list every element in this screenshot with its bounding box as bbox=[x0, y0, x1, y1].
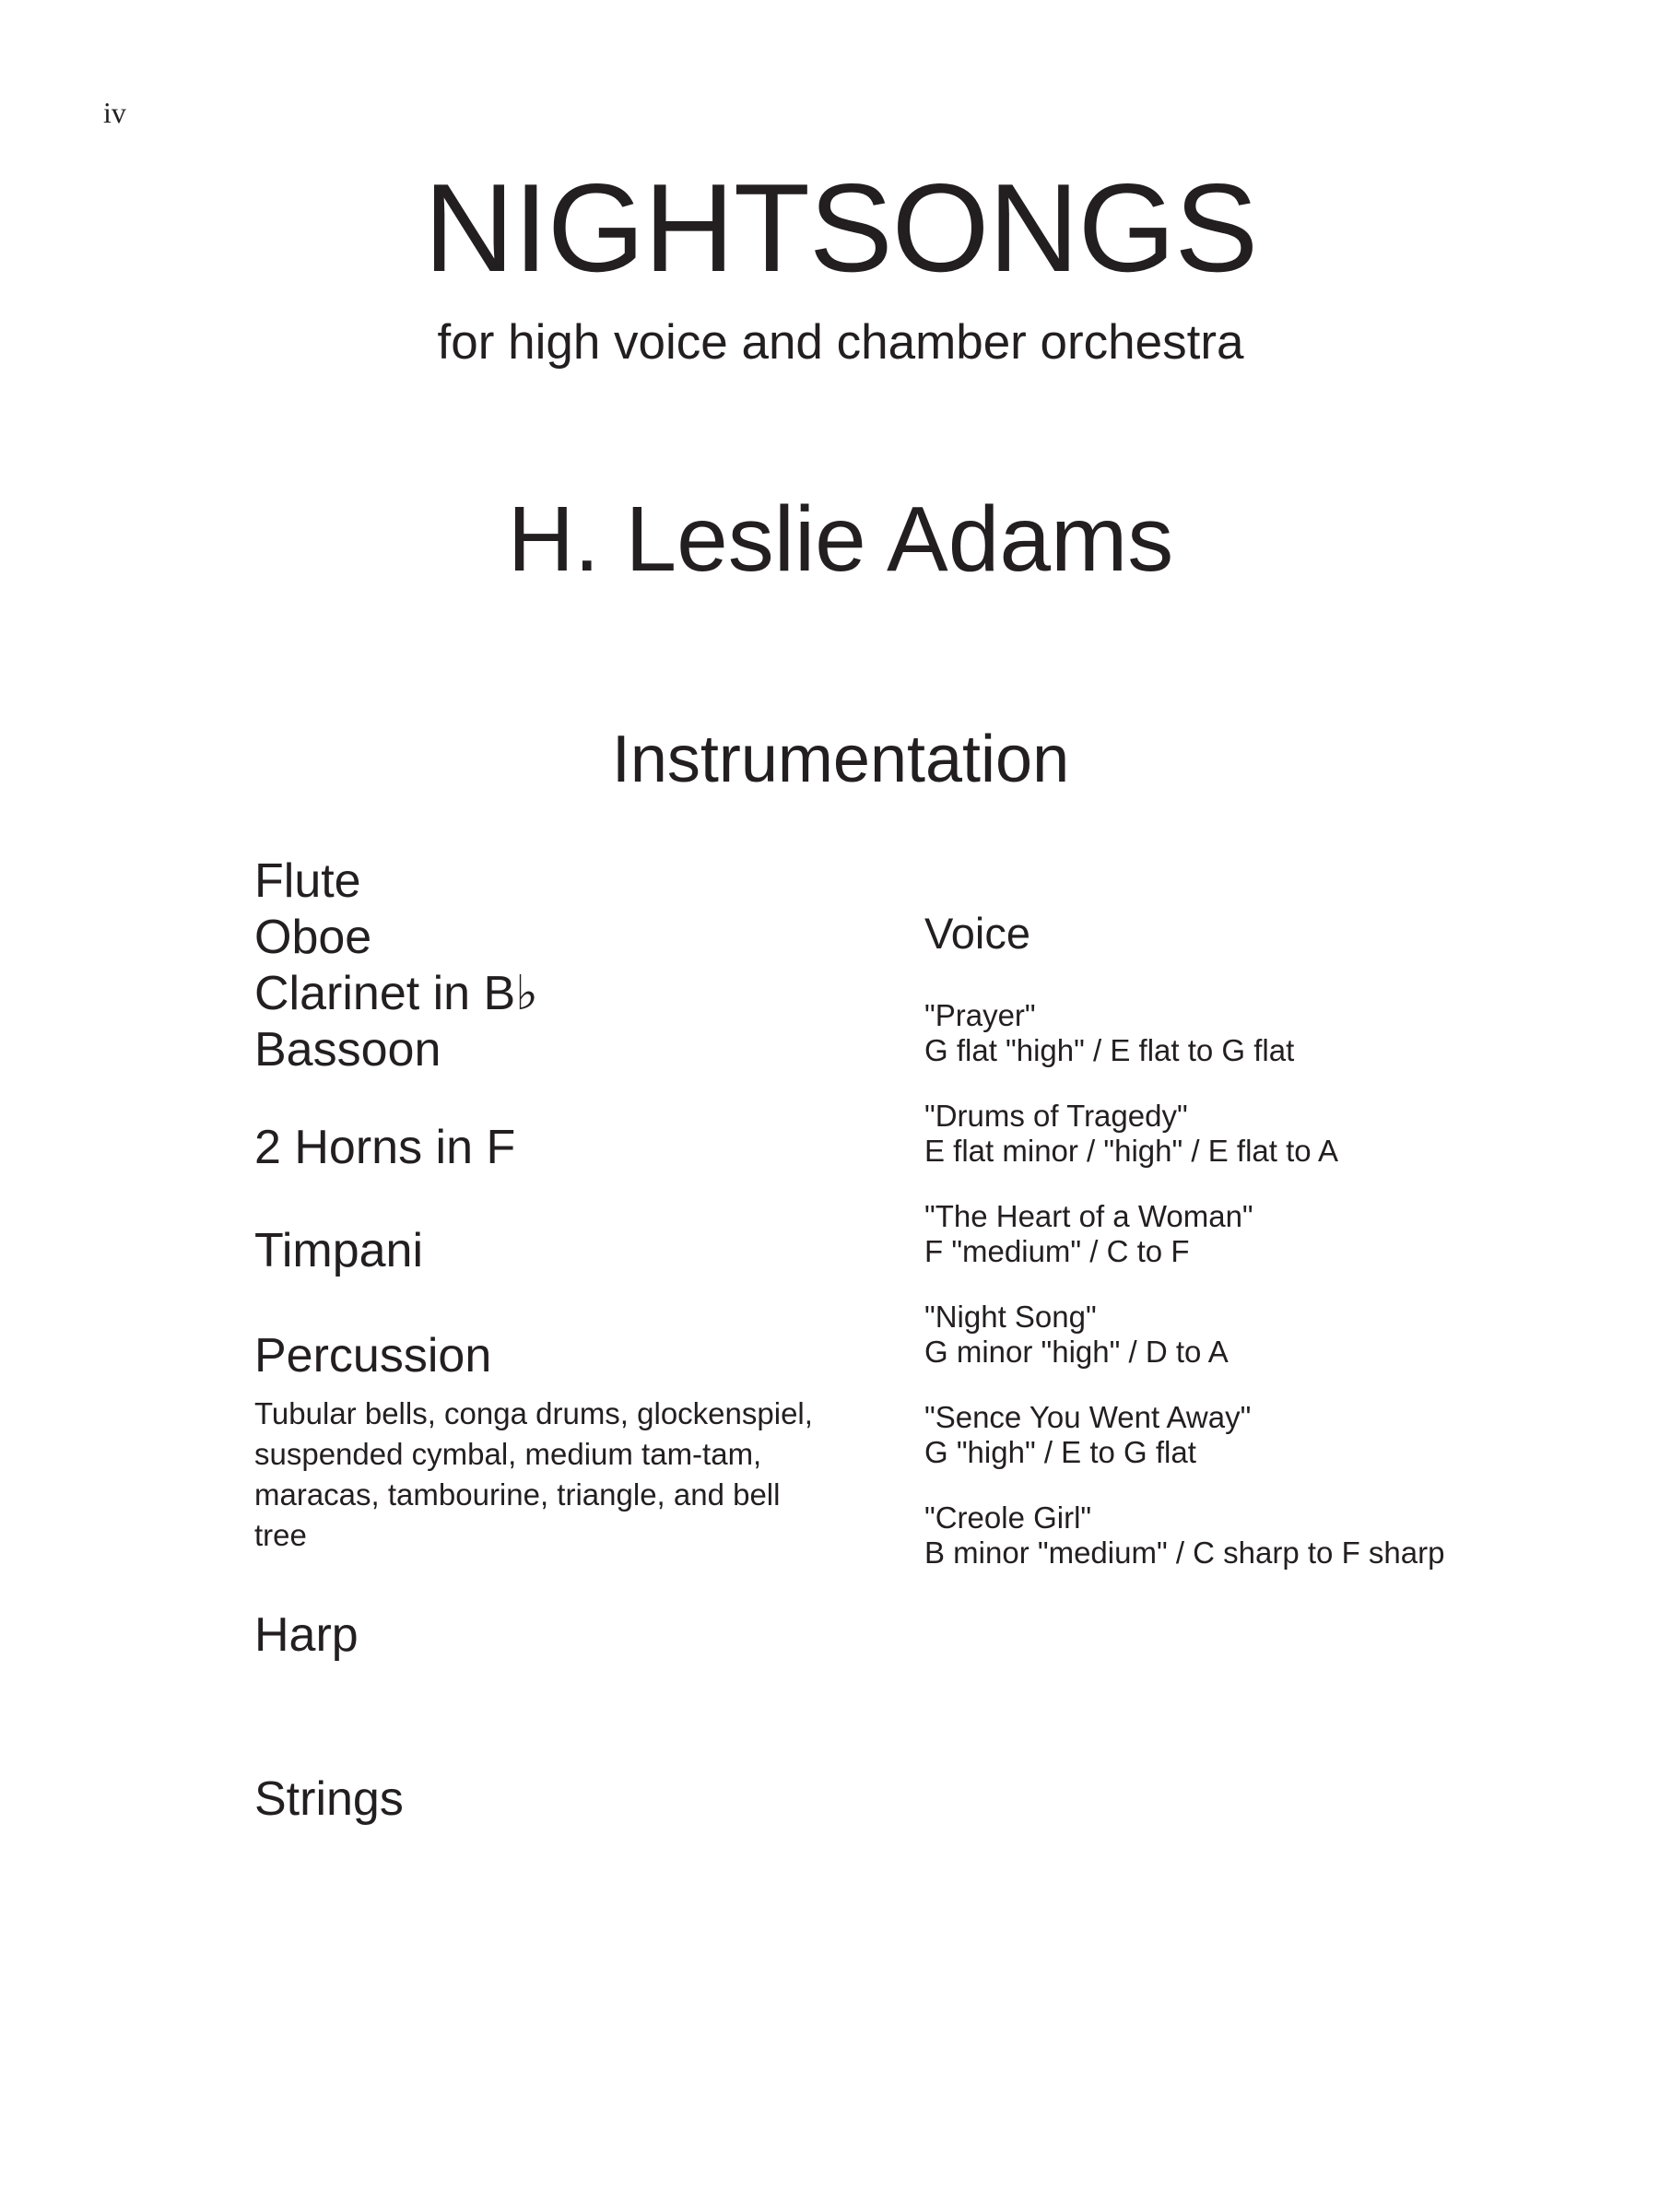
song-range: G "high" / E to G flat bbox=[924, 1435, 1196, 1469]
instrument-item-strings: Strings bbox=[254, 1772, 404, 1826]
song-title: "The Heart of a Woman" bbox=[924, 1199, 1253, 1233]
song-range: E flat minor / "high" / E flat to A bbox=[924, 1134, 1338, 1168]
instrument-item-horns: 2 Horns in F bbox=[254, 1121, 516, 1174]
song-entry bbox=[924, 1400, 1570, 1470]
song-title: "Night Song" bbox=[924, 1300, 1097, 1334]
song-entry bbox=[924, 1099, 1570, 1169]
song-entry bbox=[924, 998, 1570, 1068]
song-range: F "medium" / C to F bbox=[924, 1234, 1190, 1268]
song-range: G minor "high" / D to A bbox=[924, 1335, 1229, 1369]
percussion-detail-text: Tubular bells, conga drums, glockenspiel, suspended cymbal, medium tam-tam, maracas, tambourine, triangle, and bell tree bbox=[254, 1396, 813, 1552]
composer-name: H. Leslie Adams bbox=[507, 488, 1174, 591]
song-title: "Prayer" bbox=[924, 998, 1036, 1032]
song-title: "Creole Girl" bbox=[924, 1500, 1092, 1535]
page-number: iv bbox=[103, 96, 126, 129]
instrument-item-bassoon: Bassoon bbox=[254, 1023, 441, 1077]
song-entry bbox=[924, 1199, 1570, 1269]
instrument-woodwinds-list bbox=[254, 853, 538, 1078]
song-range: G flat "high" / E flat to G flat bbox=[924, 1033, 1295, 1067]
song-title: "Sence You Went Away" bbox=[924, 1400, 1252, 1434]
song-entry bbox=[924, 1500, 1570, 1571]
work-subtitle: for high voice and chamber orchestra bbox=[437, 315, 1244, 370]
voice-heading: Voice bbox=[924, 909, 1030, 958]
song-title: "Drums of Tragedy" bbox=[924, 1099, 1188, 1133]
instrument-item-oboe: Oboe bbox=[254, 911, 372, 964]
instrument-item-clarinet: Clarinet in B♭ bbox=[254, 967, 538, 1020]
instrumentation-heading: Instrumentation bbox=[611, 723, 1070, 796]
instrument-item-harp: Harp bbox=[254, 1608, 359, 1662]
instrument-item-timpani: Timpani bbox=[254, 1224, 424, 1277]
instrument-item-flute: Flute bbox=[254, 854, 361, 908]
song-range: B minor "medium" / C sharp to F sharp bbox=[924, 1535, 1445, 1570]
instrument-item-percussion: Percussion bbox=[254, 1329, 492, 1382]
song-list bbox=[924, 998, 1570, 1601]
song-entry bbox=[924, 1300, 1570, 1370]
work-title: NIGHTSONGS bbox=[423, 158, 1258, 298]
